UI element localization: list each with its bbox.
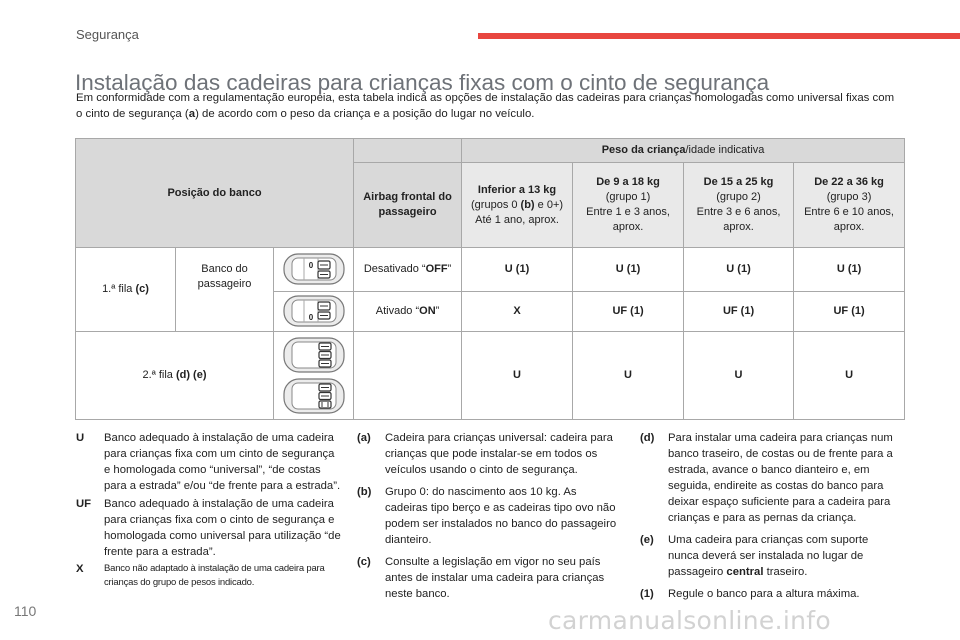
value-r1-on-1: UF (1) [573, 291, 684, 331]
value-r1-off-3: U (1) [794, 248, 905, 291]
airbag-empty-cell [354, 332, 462, 420]
legend-entry-b: (b) Grupo 0: do nascimento aos 10 kg. As cadeiras tipo berço e as cadeiras tipo ovo não podem ser instalados no banco do passageiro dianteiro. [357, 486, 617, 546]
watermark: carmanualsonline.info [548, 606, 831, 635]
legend-entry-x: X Banco não adaptado à instalação de uma cadeira para crianças do grupo de pesos indicado. [76, 563, 325, 588]
group-header-1: De 9 a 18 kg (grupo 1) Entre 1 e 3 anos, aprox. [573, 163, 684, 248]
seat-position-header: Posição do banco [76, 139, 354, 248]
svg-text:0: 0 [308, 261, 313, 271]
value-r2-1: U [573, 332, 684, 420]
car-rear-seats-icon [274, 332, 354, 420]
car-airbag-off-icon [274, 248, 354, 291]
svg-text:0: 0 [308, 313, 313, 323]
legend-entry-a: (a) Cadeira para crianças universal: cadeira para crianças que pode instalar-se em todos os veículos usando o cinto de segurança. [357, 432, 613, 476]
section-label: Segurança [76, 27, 139, 42]
intro-ref-a: a [188, 108, 196, 120]
legend-entry-e: (e) Uma cadeira para crianças com suporte nunca deverá ser instalada no lugar de passageiro central traseiro. [640, 534, 869, 578]
legend-entry-1: (1) Regule o banco para a altura máxima. [640, 588, 860, 600]
airbag-state-on: Ativado “ON” [354, 291, 462, 331]
header-spacer [354, 139, 462, 163]
page-number: 110 [14, 603, 37, 619]
intro-text-1: Em conformidade com a regulamentação europeia, esta tabela indica as opções de instalação das cadeiras para crianças homologadas como universal fixas com o cinto de segurança ( [76, 92, 895, 120]
legend-column-3 [640, 430, 902, 604]
intro-text-2: ) de acordo com o peso da criança e a posição do lugar no veículo. [195, 108, 535, 120]
accent-bar [478, 33, 960, 39]
value-r2-0: U [462, 332, 573, 420]
airbag-state-off: Desativado “OFF” [354, 248, 462, 291]
group-header-2: De 15 a 25 kg (grupo 2) Entre 3 e 6 anos, aprox. [684, 163, 794, 248]
value-r1-on-0: X [462, 291, 573, 331]
page-title: Instalação das cadeiras para crianças fixas com o cinto de segurança [75, 70, 770, 96]
legend-column-2 [357, 430, 619, 604]
row-label-first: 1.ª fila (c) [76, 248, 176, 332]
value-r2-2: U [684, 332, 794, 420]
value-r2-3: U [794, 332, 905, 420]
value-r1-on-2: UF (1) [684, 291, 794, 331]
value-r1-off-1: U (1) [573, 248, 684, 291]
child-seat-table [75, 138, 905, 420]
group-header-0: Inferior a 13 kg (grupos 0 (b) e 0+) Até 1 ano, aprox. [462, 163, 573, 248]
seat-label-passenger: Banco do passageiro [176, 248, 274, 332]
car-airbag-on-icon [274, 291, 354, 331]
row-label-second: 2.ª fila (d) (e) [76, 332, 274, 420]
legend-entry-uf: UF Banco adequado à instalação de uma cadeira para crianças fixa com o cinto de segurança e homologada como universal para utilização “de frente para a estrada”. [76, 498, 341, 558]
weight-header: Peso da criança/idade indicativa [462, 139, 905, 163]
value-r1-on-3: UF (1) [794, 291, 905, 331]
value-r1-off-0: U (1) [462, 248, 573, 291]
intro-paragraph [76, 90, 896, 122]
value-r1-off-2: U (1) [684, 248, 794, 291]
legend-entry-c: (c) Consulte a legislação em vigor no seu país antes de instalar uma cadeira para crianças neste banco. [357, 556, 605, 600]
legend-entry-u: U Banco adequado à instalação de uma cadeira para crianças fixa com um cinto de segurança e homologada como “universal”, “de costas para a estrada” e/ou “de frente para a estrada”. [76, 432, 341, 492]
group-header-3: De 22 a 36 kg (grupo 3) Entre 6 e 10 anos, aprox. [794, 163, 905, 248]
legend-column-1 [76, 430, 341, 592]
legend-entry-d: (d) Para instalar uma cadeira para crianças num banco traseiro, de costas ou de frente para a estrada, avance o banco dianteiro e, em seguida, endireite as costas do banco para deixar espaço suficiente para a cadeira para crianças e para as pernas da criança. [640, 432, 893, 524]
airbag-header: Airbag frontal do passageiro [354, 163, 462, 248]
